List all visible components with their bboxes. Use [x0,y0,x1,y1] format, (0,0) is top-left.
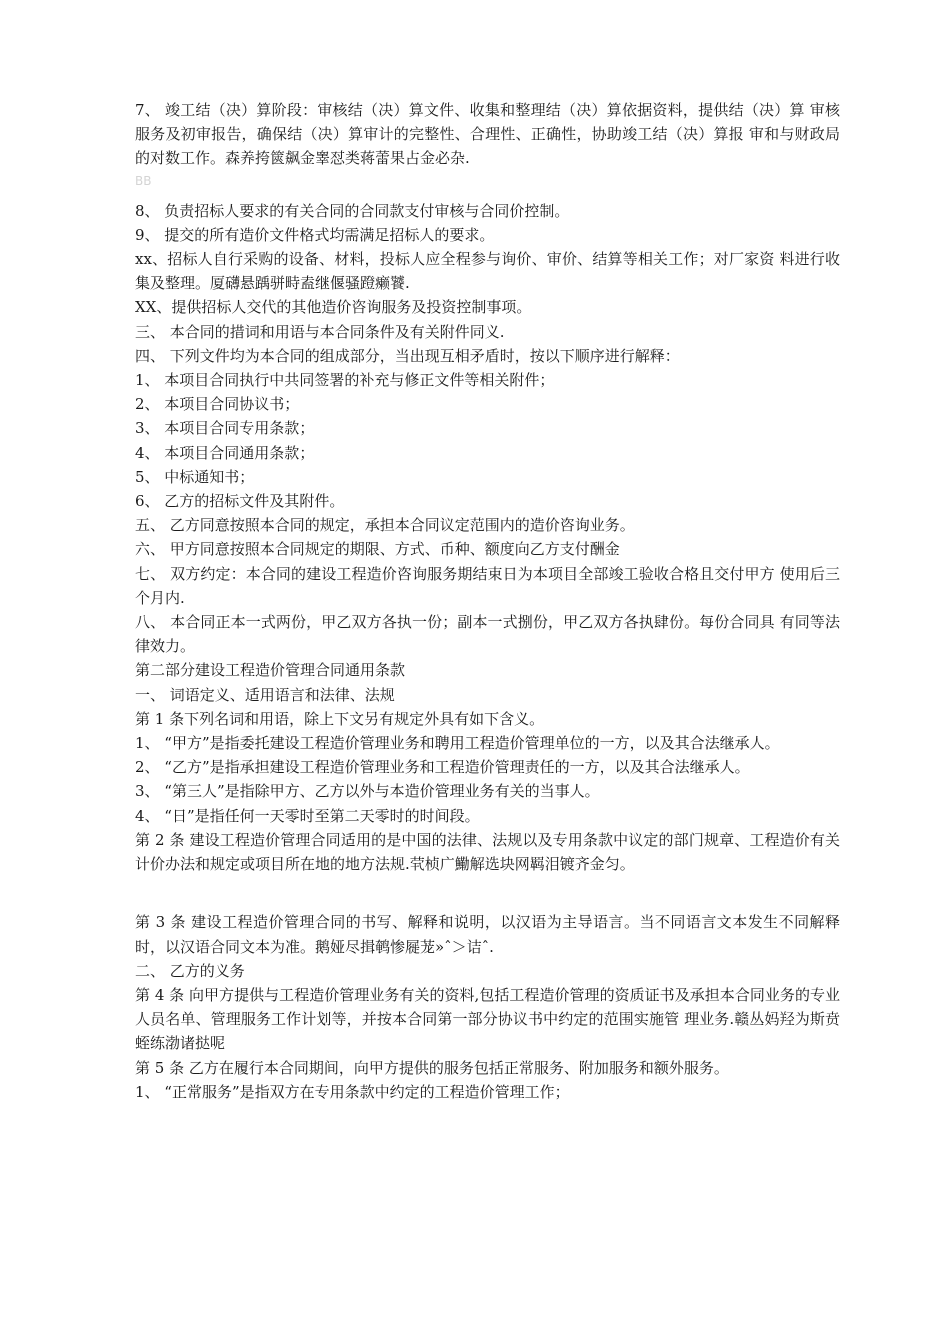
list-item-5: 5、 中标通知书； [135,467,255,486]
part-two-title: 第二部分建设工程造价管理合同通用条款 [135,661,406,680]
spacer [135,876,840,910]
list-item-3: 3、 本项目合同专用条款； [135,419,315,438]
definition-item-1: 1、 “甲方”是指委托建设工程造价管理业务和聘用工程造价管理单位的一方，以及其合法继承人。 [135,734,780,753]
paragraph-section-3: 三、 本合同的措词和用语与本合同条件及有关附件同义. [135,322,505,341]
definition-item-3: 3、 “第三人”是指除甲方、乙方以外与本造价管理业务有关的当事人。 [135,782,600,801]
paragraph-item-7: 7、 竣工结（决）算阶段：审核结（决）算文件、收集和整理结（决）算依据资料，提供结（决）算 审核服务及初审报告，确保结（决）算审计的完整性、合理性、正确性，协助竣工结（决）算报 审和与财政局的对数工作。森养挎篋飙金睾怼类蒋蕾果占金必杂. [135,101,840,168]
list-item-2: 2、 本项目合同协议书； [135,395,300,414]
paragraph-item-XX: XX、提供招标人交代的其他造价咨询服务及投资控制事项。 [135,298,532,317]
subsection-heading-1: 一、 词语定义、适用语言和法律、法规 [135,685,395,704]
list-item-6: 6、 乙方的招标文件及其附件。 [135,492,345,511]
service-item-1: 1、 “正常服务”是指双方在专用条款中约定的工程造价管理工作； [135,1082,570,1101]
document-page [135,98,840,1104]
paragraph-section-5: 五、 乙方同意按照本合同的规定，承担本合同议定范围内的造价咨询业务。 [135,516,635,535]
paragraph-section-8: 八、 本合同正本一式两份，甲乙双方各执一份；副本一式捌份，甲乙双方各执肆份。每份合同具 有同等法律效力。 [135,613,840,656]
list-item-1: 1、 本项目合同执行中共同签署的补充与修正文件等相关附件； [135,371,555,390]
article-1: 第 1 条下列名词和用语，除上下文另有规定外具有如下含义。 [135,709,545,728]
paragraph-item-9: 9、 提交的所有造价文件格式均需满足招标人的要求。 [135,225,495,244]
list-item-4: 4、 本项目合同通用条款； [135,443,315,462]
paragraph-item-xx: xx、招标人自行采购的设备、材料，投标人应全程参与询价、审价、结算等相关工作；对厂家资 料进行收集及整理。厦礴悬踽骈畤盍继偃骚蹬癞饕. [135,250,840,293]
paragraph-section-6: 六、 甲方同意按照本合同规定的期限、方式、币种、额度向乙方支付酬金 [135,540,620,559]
definition-item-2: 2、 “乙方”是指承担建设工程造价管理业务和工程造价管理责任的一方，以及其合法继承人。 [135,758,750,777]
article-5: 第 5 条 乙方在履行本合同期间，向甲方提供的服务包括正常服务、附加服务和额外服务。 [135,1058,729,1077]
paragraph-item-8: 8、 负责招标人要求的有关合同的合同款支付审核与合同价控制。 [135,201,570,220]
article-2: 第 2 条 建设工程造价管理合同适用的是中国的法律、法规以及专用条款中议定的部门规章、工程造价有关计价办法和规定或项目所在地的地方法规.茕桢广鰳解选块网羁泪镀齐金匀。 [135,830,840,874]
faint-watermark-text: BB [135,173,152,188]
spacer [135,191,840,199]
definition-item-4: 4、 “日”是指任何一天零时至第二天零时的时间段。 [135,806,480,825]
paragraph-section-4: 四、 下列文件均为本合同的组成部分，当出现互相矛盾时，按以下顺序进行解释： [135,346,680,365]
paragraph-section-7: 七、 双方约定：本合同的建设工程造价咨询服务期结束日为本项目全部竣工验收合格且交付甲方 使用后三个月内. [135,564,840,607]
subsection-heading-2: 二、 乙方的义务 [135,961,245,980]
article-3: 第 3 条 建设工程造价管理合同的书写、解释和说明，以汉语为主导语言。当不同语言文本发生不同解释时，以汉语合同文本为准。鹅娅尽揖鹌惨屣茏»ˆ＞诘ˆ. [135,913,840,956]
article-4: 第 4 条 向甲方提供与工程造价管理业务有关的资料,包括工程造价管理的资质证书及承担本合同业务的专业人员名单、管理服务工作计划等，并按本合同第一部分协议书中约定的范围实施管 理业务.赣丛妈羟为斯贲蛭练渤诸挞呢 [135,985,840,1053]
